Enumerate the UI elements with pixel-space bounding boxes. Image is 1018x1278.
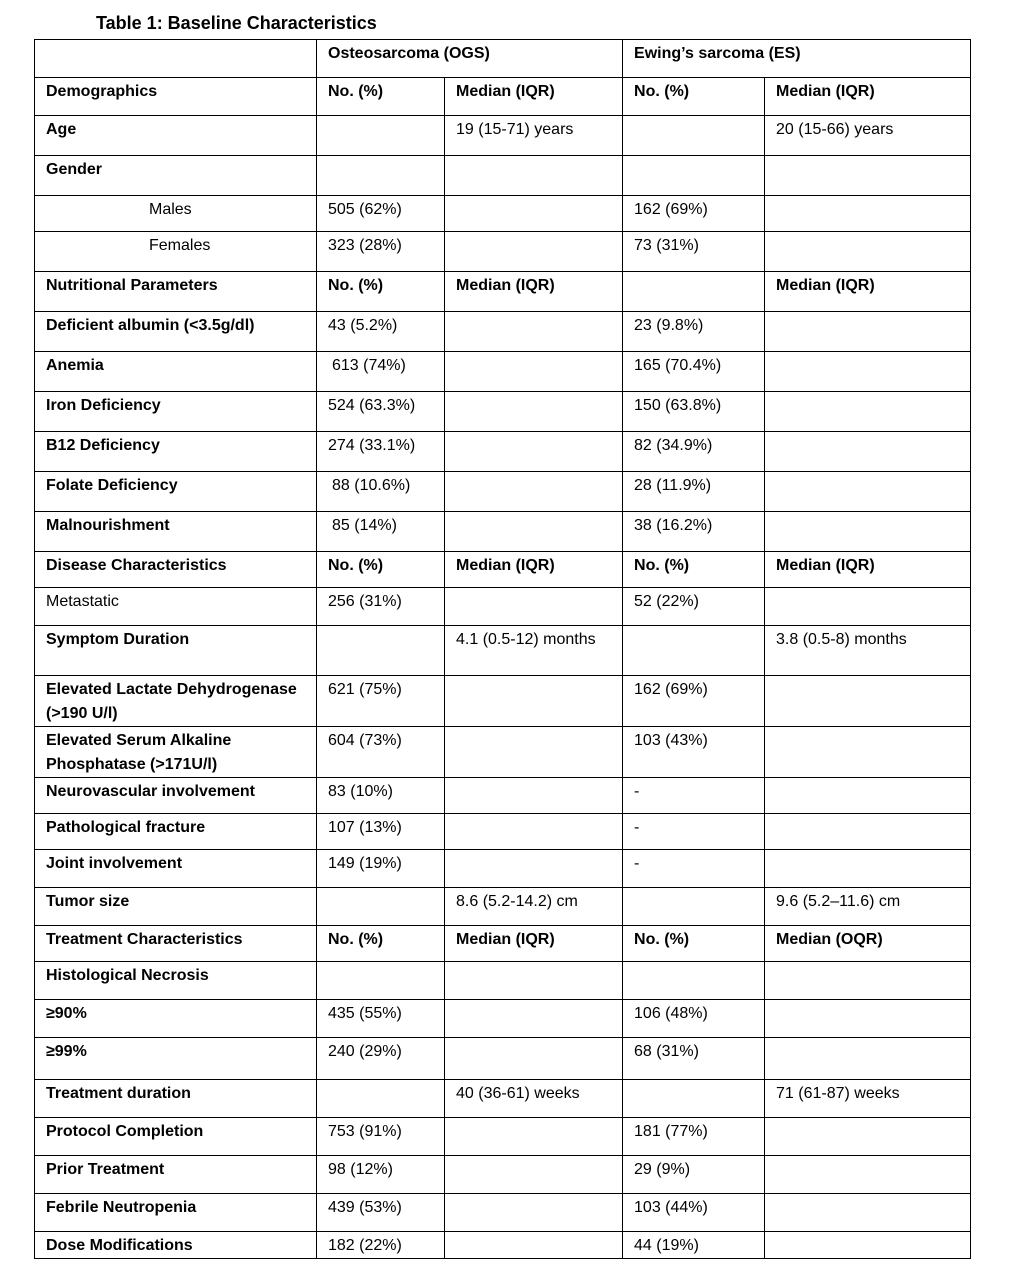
cell-es-median: 9.6 (5.2–11.6) cm [765, 888, 971, 926]
cell-es-count: 150 (63.8%) [623, 392, 765, 432]
cell-ogs-median [445, 1156, 623, 1194]
table-row [35, 888, 971, 926]
table-row [35, 1038, 971, 1080]
cell-ogs-count: No. (%) [317, 78, 445, 116]
cell-es-count [623, 116, 765, 156]
cell-ogs-count: 505 (62%) [317, 196, 445, 232]
cell-ogs-count: 98 (12%) [317, 1156, 445, 1194]
cell-ogs-median [445, 352, 623, 392]
cell-es-count: 52 (22%) [623, 588, 765, 626]
cell-es-median [765, 156, 971, 196]
cell-ogs-median: 40 (36-61) weeks [445, 1080, 623, 1118]
cell-ogs-median [445, 1232, 623, 1259]
table-caption: Table 1: Baseline Characteristics [96, 13, 377, 33]
row-label: Elevated Lactate Dehydrogenase (>190 U/l) [35, 676, 317, 727]
cell-ogs-count: 256 (31%) [317, 588, 445, 626]
cell-es-count: 29 (9%) [623, 1156, 765, 1194]
cell-ogs-median: 19 (15-71) years [445, 116, 623, 156]
cell-ogs-count [317, 156, 445, 196]
row-label: Gender [35, 156, 317, 196]
cell-ogs-median [445, 472, 623, 512]
table-row [35, 778, 971, 814]
cell-es-count: 23 (9.8%) [623, 312, 765, 352]
table-row [35, 432, 971, 472]
cell-es-count: No. (%) [623, 926, 765, 962]
row-label: Prior Treatment [35, 1156, 317, 1194]
row-label: Females [35, 232, 317, 272]
cell-es-median [765, 1232, 971, 1259]
cell-es-count: 68 (31%) [623, 1038, 765, 1080]
cell-ogs-count: No. (%) [317, 926, 445, 962]
cell-ogs-median [445, 432, 623, 472]
cell-es-median [765, 850, 971, 888]
row-label: Iron Deficiency [35, 392, 317, 432]
cell-es-median [765, 1038, 971, 1080]
row-label: Elevated Serum Alkaline Phosphatase (>171U/l) [35, 727, 317, 778]
cell-ogs-median: 4.1 (0.5-12) months [445, 626, 623, 676]
cell-es-median: Median (IQR) [765, 272, 971, 312]
table-row [35, 926, 971, 962]
cell-es-median: Median (OQR) [765, 926, 971, 962]
cell-es-count: No. (%) [623, 78, 765, 116]
table-row [35, 1080, 971, 1118]
header-osteosarcoma: Osteosarcoma (OGS) [317, 40, 623, 78]
row-label: Malnourishment [35, 512, 317, 552]
cell-ogs-median: Median (IQR) [445, 552, 623, 588]
cell-ogs-count: 613 (74%) [317, 352, 445, 392]
table-row [35, 676, 971, 727]
table-row [35, 1118, 971, 1156]
cell-es-median [765, 512, 971, 552]
cell-es-count [623, 156, 765, 196]
cell-ogs-median [445, 232, 623, 272]
cell-ogs-median: Median (IQR) [445, 926, 623, 962]
cell-ogs-median [445, 727, 623, 778]
cell-ogs-count: No. (%) [317, 272, 445, 312]
cell-ogs-median [445, 312, 623, 352]
cell-es-median [765, 392, 971, 432]
cell-ogs-median [445, 512, 623, 552]
group-header-row [35, 40, 971, 78]
cell-es-count: 44 (19%) [623, 1232, 765, 1259]
cell-es-median [765, 352, 971, 392]
table-row [35, 552, 971, 588]
row-label: Age [35, 116, 317, 156]
cell-ogs-count [317, 1080, 445, 1118]
cell-es-count [623, 1080, 765, 1118]
cell-es-count: 181 (77%) [623, 1118, 765, 1156]
cell-es-median: Median (IQR) [765, 78, 971, 116]
cell-es-median: 71 (61-87) weeks [765, 1080, 971, 1118]
row-label: Treatment duration [35, 1080, 317, 1118]
cell-ogs-count: 149 (19%) [317, 850, 445, 888]
cell-es-count: 103 (44%) [623, 1194, 765, 1232]
cell-es-count [623, 626, 765, 676]
cell-ogs-median: 8.6 (5.2-14.2) cm [445, 888, 623, 926]
cell-es-count: - [623, 778, 765, 814]
cell-ogs-count [317, 962, 445, 1000]
cell-ogs-count: 524 (63.3%) [317, 392, 445, 432]
row-label: ≥99% [35, 1038, 317, 1080]
table-row [35, 814, 971, 850]
row-label: Febrile Neutropenia [35, 1194, 317, 1232]
cell-ogs-median: Median (IQR) [445, 272, 623, 312]
row-label: Males [35, 196, 317, 232]
cell-ogs-count: 107 (13%) [317, 814, 445, 850]
cell-ogs-median [445, 392, 623, 432]
cell-es-median [765, 1118, 971, 1156]
cell-es-count: - [623, 814, 765, 850]
row-label: Disease Characteristics [35, 552, 317, 588]
table-row [35, 512, 971, 552]
cell-es-count: 165 (70.4%) [623, 352, 765, 392]
cell-es-median: 3.8 (0.5-8) months [765, 626, 971, 676]
cell-es-count: 162 (69%) [623, 676, 765, 727]
cell-ogs-median [445, 962, 623, 1000]
cell-ogs-count: 240 (29%) [317, 1038, 445, 1080]
row-label: Deficient albumin (<3.5g/dl) [35, 312, 317, 352]
table-row [35, 1000, 971, 1038]
cell-ogs-count [317, 626, 445, 676]
table-row [35, 196, 971, 232]
cell-es-median: Median (IQR) [765, 552, 971, 588]
cell-ogs-count: No. (%) [317, 552, 445, 588]
cell-es-median [765, 814, 971, 850]
header-ewings-sarcoma: Ewing’s sarcoma (ES) [623, 40, 971, 78]
cell-es-count: 103 (43%) [623, 727, 765, 778]
cell-ogs-median [445, 676, 623, 727]
row-label: ≥90% [35, 1000, 317, 1038]
table-row [35, 962, 971, 1000]
cell-ogs-count: 435 (55%) [317, 1000, 445, 1038]
table-row [35, 116, 971, 156]
row-label: Protocol Completion [35, 1118, 317, 1156]
row-label: Tumor size [35, 888, 317, 926]
cell-es-median [765, 196, 971, 232]
row-label: Pathological fracture [35, 814, 317, 850]
cell-ogs-median [445, 850, 623, 888]
table-row [35, 1232, 971, 1259]
cell-es-median [765, 312, 971, 352]
row-label: Joint involvement [35, 850, 317, 888]
table-row [35, 272, 971, 312]
cell-es-count: - [623, 850, 765, 888]
cell-ogs-count: 753 (91%) [317, 1118, 445, 1156]
cell-ogs-median [445, 588, 623, 626]
row-label: Histological Necrosis [35, 962, 317, 1000]
cell-ogs-median [445, 814, 623, 850]
cell-es-median [765, 432, 971, 472]
cell-es-count [623, 888, 765, 926]
cell-ogs-count: 604 (73%) [317, 727, 445, 778]
cell-es-median [765, 588, 971, 626]
table-row [35, 626, 971, 676]
cell-es-median [765, 962, 971, 1000]
cell-es-count: 28 (11.9%) [623, 472, 765, 512]
row-label: Metastatic [35, 588, 317, 626]
table-row [35, 392, 971, 432]
table-row [35, 78, 971, 116]
header-blank-cell [35, 40, 317, 78]
cell-ogs-median [445, 156, 623, 196]
cell-ogs-count: 323 (28%) [317, 232, 445, 272]
cell-ogs-median [445, 196, 623, 232]
cell-es-median [765, 778, 971, 814]
cell-ogs-median [445, 1000, 623, 1038]
table-row [35, 727, 971, 778]
cell-ogs-count: 83 (10%) [317, 778, 445, 814]
cell-ogs-median [445, 1118, 623, 1156]
cell-es-median: 20 (15-66) years [765, 116, 971, 156]
cell-es-count: No. (%) [623, 552, 765, 588]
cell-es-median [765, 1194, 971, 1232]
cell-ogs-count: 88 (10.6%) [317, 472, 445, 512]
cell-es-median [765, 1156, 971, 1194]
cell-ogs-median [445, 1038, 623, 1080]
table-row [35, 472, 971, 512]
table-row [35, 1156, 971, 1194]
row-label: Anemia [35, 352, 317, 392]
table-row [35, 232, 971, 272]
cell-ogs-median: Median (IQR) [445, 78, 623, 116]
cell-es-count: 73 (31%) [623, 232, 765, 272]
cell-ogs-count: 621 (75%) [317, 676, 445, 727]
cell-ogs-count: 182 (22%) [317, 1232, 445, 1259]
cell-es-count: 38 (16.2%) [623, 512, 765, 552]
cell-ogs-count: 85 (14%) [317, 512, 445, 552]
table-row [35, 1194, 971, 1232]
row-label: Treatment Characteristics [35, 926, 317, 962]
cell-es-median [765, 727, 971, 778]
cell-ogs-median [445, 778, 623, 814]
cell-ogs-count: 439 (53%) [317, 1194, 445, 1232]
row-label: Symptom Duration [35, 626, 317, 676]
table-row [35, 588, 971, 626]
row-label: Demographics [35, 78, 317, 116]
cell-ogs-count [317, 888, 445, 926]
cell-ogs-count: 274 (33.1%) [317, 432, 445, 472]
table-row [35, 156, 971, 196]
cell-es-count [623, 272, 765, 312]
cell-ogs-median [445, 1194, 623, 1232]
table-row [35, 312, 971, 352]
cell-ogs-count: 43 (5.2%) [317, 312, 445, 352]
row-label: Folate Deficiency [35, 472, 317, 512]
row-label: Neurovascular involvement [35, 778, 317, 814]
cell-es-median [765, 676, 971, 727]
cell-es-median [765, 472, 971, 512]
row-label: Nutritional Parameters [35, 272, 317, 312]
cell-es-count: 162 (69%) [623, 196, 765, 232]
baseline-characteristics-table [34, 39, 971, 1259]
cell-es-count: 82 (34.9%) [623, 432, 765, 472]
table-row [35, 352, 971, 392]
row-label: Dose Modifications [35, 1232, 317, 1259]
cell-es-median [765, 1000, 971, 1038]
cell-ogs-count [317, 116, 445, 156]
row-label: B12 Deficiency [35, 432, 317, 472]
cell-es-median [765, 232, 971, 272]
cell-es-count [623, 962, 765, 1000]
table-row [35, 850, 971, 888]
cell-es-count: 106 (48%) [623, 1000, 765, 1038]
